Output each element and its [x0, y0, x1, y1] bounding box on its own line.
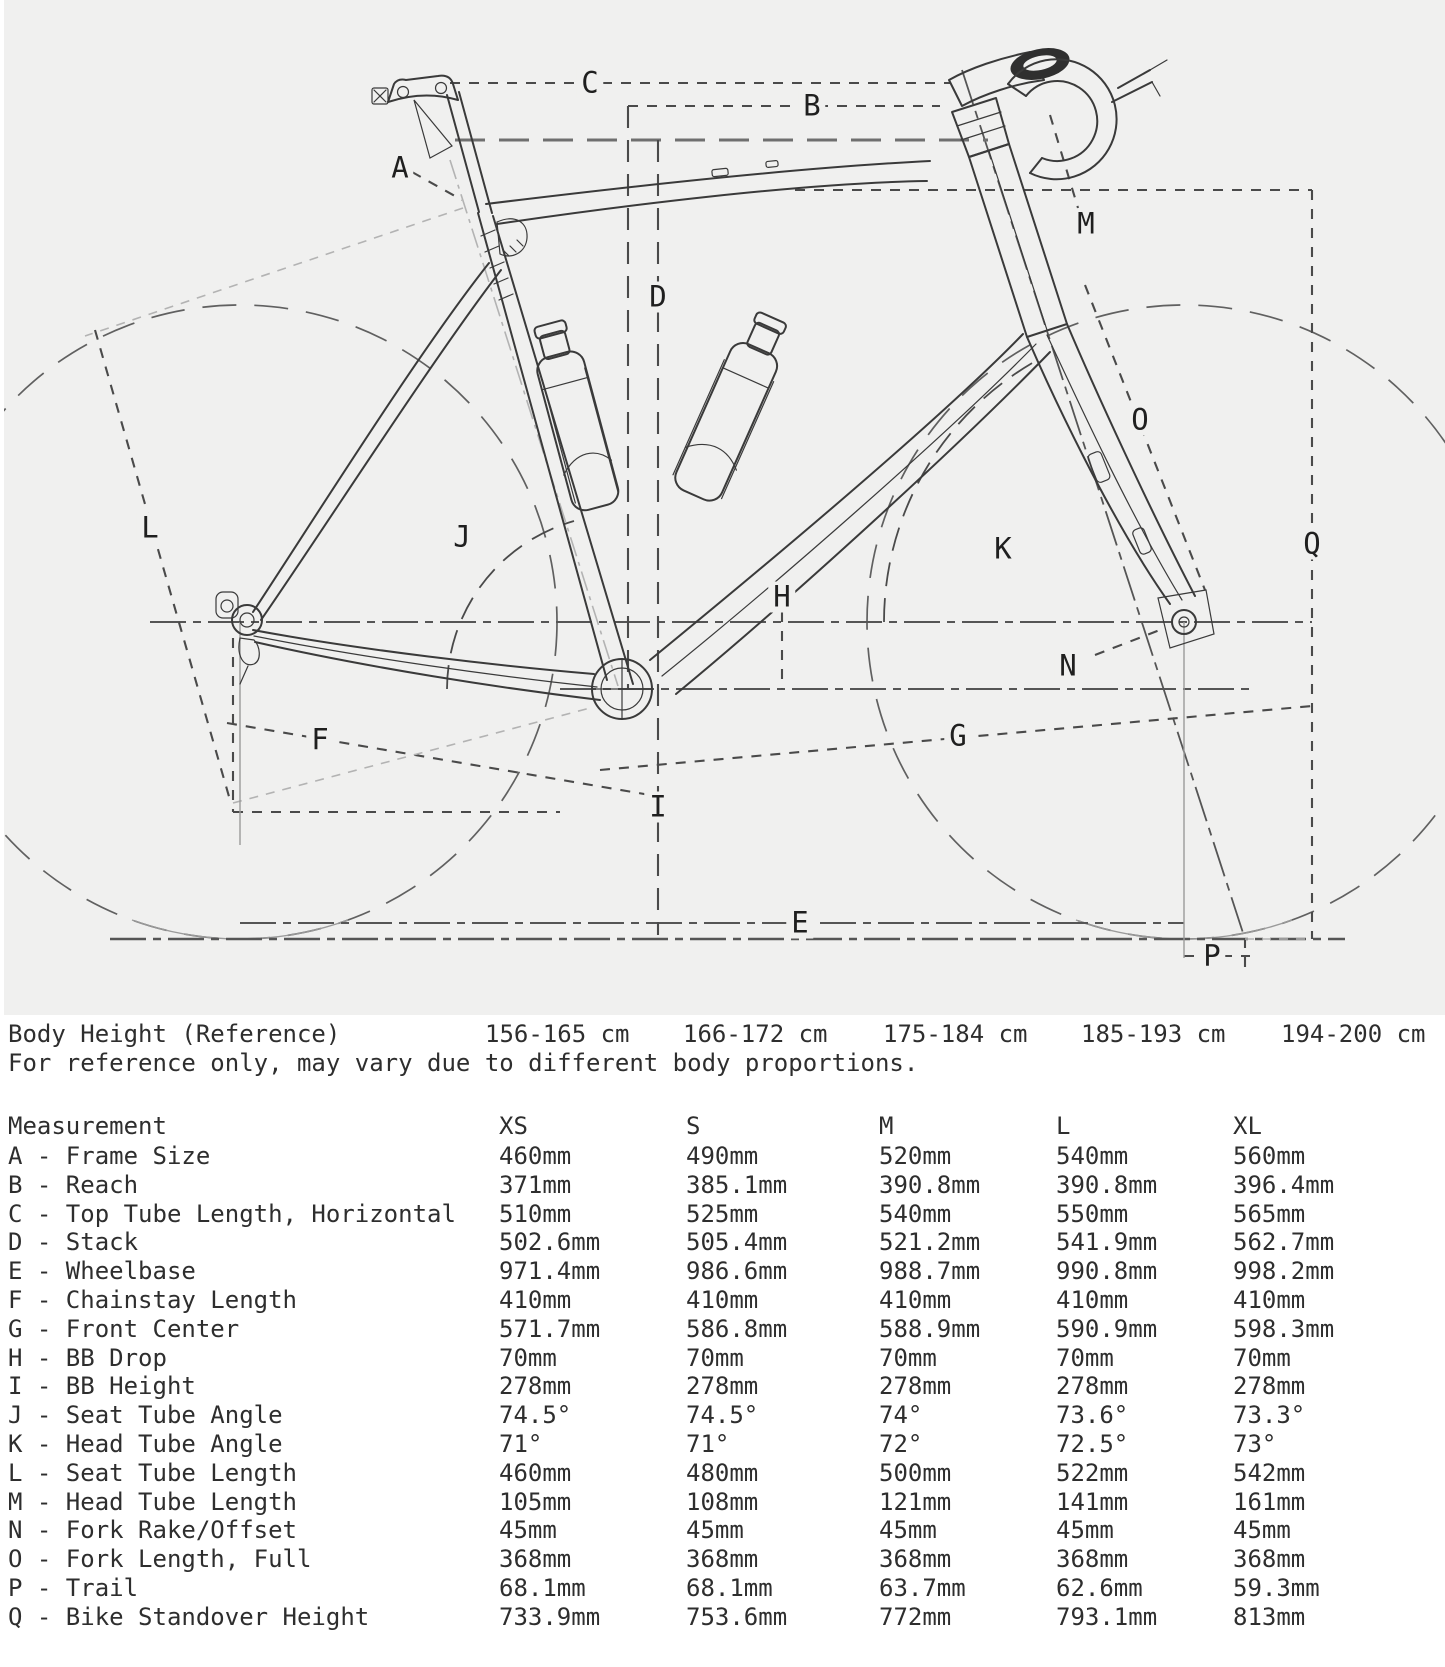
value-xl: 562.7mm [1233, 1228, 1335, 1257]
dimension-label [1072, 206, 1099, 241]
dimension-label [798, 88, 825, 123]
dimension-letter: Q [1303, 526, 1321, 561]
table-row [0, 1142, 1445, 1171]
measurement-label: D - Stack [8, 1228, 139, 1257]
value-xl: 565mm [1233, 1199, 1306, 1228]
value-xs: 410mm [499, 1285, 572, 1314]
seat-tube [447, 92, 633, 684]
dimension-label [786, 905, 813, 940]
dimension-letter: M [1077, 206, 1095, 241]
value-m: 520mm [879, 1142, 952, 1170]
value-xl: 73.3° [1233, 1401, 1306, 1430]
value-m: 278mm [879, 1372, 952, 1401]
dimension-letter: K [994, 531, 1012, 566]
measurement-label: C - Top Tube Length, Horizontal [8, 1199, 456, 1228]
body-height-range: 175-184 cm [883, 1020, 1028, 1048]
measurement-label: H - BB Drop [8, 1343, 167, 1372]
value-s: 278mm [686, 1372, 759, 1401]
value-s: 986.6mm [686, 1257, 788, 1286]
value-xl: 598.3mm [1233, 1314, 1335, 1343]
dim-line-N [1095, 628, 1165, 655]
dimension-label [136, 510, 163, 545]
value-xs: 70mm [499, 1343, 557, 1372]
value-l: 522mm [1056, 1458, 1129, 1487]
rear-triangle [216, 263, 600, 700]
body-height-row [0, 1020, 1445, 1049]
table-row [0, 1372, 1445, 1401]
value-xs: 460mm [499, 1458, 572, 1487]
value-m: 540mm [879, 1199, 952, 1228]
table-row [0, 1228, 1445, 1257]
table-row [0, 1401, 1445, 1430]
value-s: 74.5° [686, 1401, 759, 1430]
body-height-label: Body Height (Reference) [8, 1020, 341, 1048]
value-l: 62.6mm [1056, 1573, 1143, 1602]
dimension-label [306, 722, 333, 757]
value-l: 793.1mm [1056, 1602, 1158, 1631]
dimension-letter: P [1203, 938, 1221, 973]
value-l: 541.9mm [1056, 1228, 1158, 1257]
table-row [0, 1257, 1445, 1286]
value-l: 368mm [1056, 1545, 1129, 1574]
measurement-label: N - Fork Rake/Offset [8, 1516, 297, 1545]
value-xs: 278mm [499, 1372, 572, 1401]
value-xl: 70mm [1233, 1343, 1291, 1372]
table-row [0, 1459, 1445, 1488]
dimension-letter: I [649, 789, 667, 824]
value-xs: 502.6mm [499, 1228, 601, 1257]
value-l: 45mm [1056, 1516, 1114, 1545]
measurement-label: P - Trail [8, 1573, 139, 1602]
dimension-label [644, 789, 671, 824]
value-xs: 105mm [499, 1487, 572, 1516]
value-m: 588.9mm [879, 1314, 981, 1343]
body-height-range: 166-172 cm [683, 1020, 828, 1048]
value-m: 368mm [879, 1545, 952, 1574]
geometry-table [0, 1142, 1445, 1632]
value-l: 141mm [1056, 1487, 1129, 1516]
measurement-label: J - Seat Tube Angle [8, 1401, 283, 1430]
down-tube-bottle [669, 307, 799, 507]
dim-line-F [227, 723, 650, 795]
body-height-note: For reference only, may vary due to different body proportions. [8, 1049, 919, 1077]
top-tube [486, 160, 930, 224]
dimension-label [576, 65, 603, 100]
value-s: 70mm [686, 1343, 744, 1372]
value-s: 753.6mm [686, 1602, 788, 1631]
value-xs: 371mm [499, 1170, 572, 1199]
body-height-range: 194-200 cm [1281, 1020, 1426, 1048]
value-s: 490mm [686, 1142, 759, 1170]
value-m: 63.7mm [879, 1573, 966, 1602]
table-row [0, 1315, 1445, 1344]
value-m: 988.7mm [879, 1257, 981, 1286]
dimension-label [1298, 526, 1325, 561]
value-xl: 59.3mm [1233, 1573, 1320, 1602]
value-l: 550mm [1056, 1199, 1129, 1228]
fork [1027, 324, 1214, 648]
table-row [0, 1516, 1445, 1545]
dimension-letter: C [581, 65, 599, 100]
value-xs: 571.7mm [499, 1314, 601, 1343]
value-m: 772mm [879, 1602, 952, 1631]
value-xl: 45mm [1233, 1516, 1291, 1545]
measurement-label: I - BB Height [8, 1372, 196, 1401]
table-header-xs: XS [499, 1112, 528, 1140]
table-header-m: M [879, 1112, 894, 1140]
value-m: 390.8mm [879, 1170, 981, 1199]
value-l: 70mm [1056, 1343, 1114, 1372]
dim-line-L [95, 330, 230, 800]
table-row [0, 1574, 1445, 1603]
value-xl: 368mm [1233, 1545, 1306, 1574]
value-l: 278mm [1056, 1372, 1129, 1401]
dimension-letter: B [803, 88, 821, 123]
value-s: 108mm [686, 1487, 759, 1516]
value-xl: 396.4mm [1233, 1170, 1335, 1199]
value-xs: 71° [499, 1429, 543, 1458]
measurement-label: O - Fork Length, Full [8, 1545, 312, 1574]
value-m: 70mm [879, 1343, 937, 1372]
dimension-label [448, 519, 475, 554]
dimension-label [989, 531, 1016, 566]
measurement-label: F - Chainstay Length [8, 1285, 297, 1314]
dimension-letter: D [649, 279, 667, 314]
value-xs: 460mm [499, 1142, 572, 1170]
value-xs: 68.1mm [499, 1573, 586, 1602]
measurement-label: M - Head Tube Length [8, 1487, 297, 1516]
down-tube [650, 334, 1050, 694]
table-row [0, 1430, 1445, 1459]
table-header-measurement: Measurement [8, 1112, 167, 1140]
value-xs: 971.4mm [499, 1257, 601, 1286]
dimension-label [1126, 402, 1153, 437]
table-row [0, 1603, 1445, 1632]
value-xs: 45mm [499, 1516, 557, 1545]
value-m: 74° [879, 1401, 923, 1430]
value-xl: 813mm [1233, 1602, 1306, 1631]
dimension-letter: G [949, 718, 967, 753]
table-header-s: S [686, 1112, 701, 1140]
brake-hood [1112, 70, 1152, 102]
dim-line-O [1085, 285, 1205, 590]
value-xs: 74.5° [499, 1401, 572, 1430]
table-row [0, 1545, 1445, 1574]
table-header-xl: XL [1233, 1112, 1262, 1140]
dimension-letter: H [773, 579, 791, 614]
value-l: 990.8mm [1056, 1257, 1158, 1286]
value-m: 500mm [879, 1458, 952, 1487]
value-s: 410mm [686, 1285, 759, 1314]
value-xl: 410mm [1233, 1285, 1306, 1314]
table-row [0, 1200, 1445, 1229]
measurement-label: K - Head Tube Angle [8, 1429, 283, 1458]
measurement-label: Q - Bike Standover Height [8, 1602, 370, 1631]
head-tube-cockpit [949, 43, 1167, 337]
dimension-letter: L [141, 510, 159, 545]
value-l: 72.5° [1056, 1429, 1129, 1458]
table-row [0, 1171, 1445, 1200]
left-margin-strip [0, 0, 4, 1015]
value-s: 586.8mm [686, 1314, 788, 1343]
value-xl: 73° [1233, 1429, 1277, 1458]
dimension-label [768, 579, 795, 614]
value-m: 45mm [879, 1516, 937, 1545]
value-l: 540mm [1056, 1142, 1129, 1170]
dimension-letter: O [1131, 402, 1149, 437]
value-s: 45mm [686, 1516, 744, 1545]
table-row [0, 1286, 1445, 1315]
value-s: 385.1mm [686, 1170, 788, 1199]
value-l: 73.6° [1056, 1401, 1129, 1430]
bottom-bracket [592, 659, 652, 719]
value-s: 525mm [686, 1199, 759, 1228]
dimension-label [1198, 938, 1225, 973]
body-height-range: 156-165 cm [485, 1020, 630, 1048]
measurement-label: E - Wheelbase [8, 1257, 196, 1286]
value-s: 505.4mm [686, 1228, 788, 1257]
value-m: 410mm [879, 1285, 952, 1314]
value-xs: 510mm [499, 1199, 572, 1228]
value-xs: 368mm [499, 1545, 572, 1574]
measurement-label: A - Frame Size [8, 1142, 211, 1170]
value-s: 71° [686, 1429, 730, 1458]
dimension-letter: A [391, 150, 409, 185]
value-m: 521.2mm [879, 1228, 981, 1257]
value-xs: 733.9mm [499, 1602, 601, 1631]
value-l: 390.8mm [1056, 1170, 1158, 1199]
value-l: 410mm [1056, 1285, 1129, 1314]
value-xl: 278mm [1233, 1372, 1306, 1401]
dimension-label [644, 279, 671, 314]
value-xl: 998.2mm [1233, 1257, 1335, 1286]
value-m: 72° [879, 1429, 923, 1458]
value-s: 480mm [686, 1458, 759, 1487]
body-height-range: 185-193 cm [1081, 1020, 1226, 1048]
dimension-label [944, 718, 971, 753]
table-header-l: L [1056, 1112, 1071, 1140]
measurement-label: G - Front Center [8, 1314, 240, 1343]
value-m: 121mm [879, 1487, 952, 1516]
dimension-letter: E [791, 905, 809, 940]
value-s: 68.1mm [686, 1573, 773, 1602]
dimension-letter: J [453, 519, 471, 554]
table-row [0, 1488, 1445, 1517]
measurement-label: L - Seat Tube Length [8, 1458, 297, 1487]
saddle [372, 76, 458, 158]
table-row [0, 1344, 1445, 1373]
value-xl: 542mm [1233, 1458, 1306, 1487]
value-l: 590.9mm [1056, 1314, 1158, 1343]
value-xl: 560mm [1233, 1142, 1306, 1170]
dimension-label [386, 150, 413, 185]
value-s: 368mm [686, 1545, 759, 1574]
table-header-row [0, 1112, 1445, 1141]
measurement-label: B - Reach [8, 1170, 139, 1199]
value-xl: 161mm [1233, 1487, 1306, 1516]
dimension-letter: N [1059, 648, 1077, 683]
dimension-letter: F [311, 722, 329, 757]
dimension-label [1054, 648, 1081, 683]
